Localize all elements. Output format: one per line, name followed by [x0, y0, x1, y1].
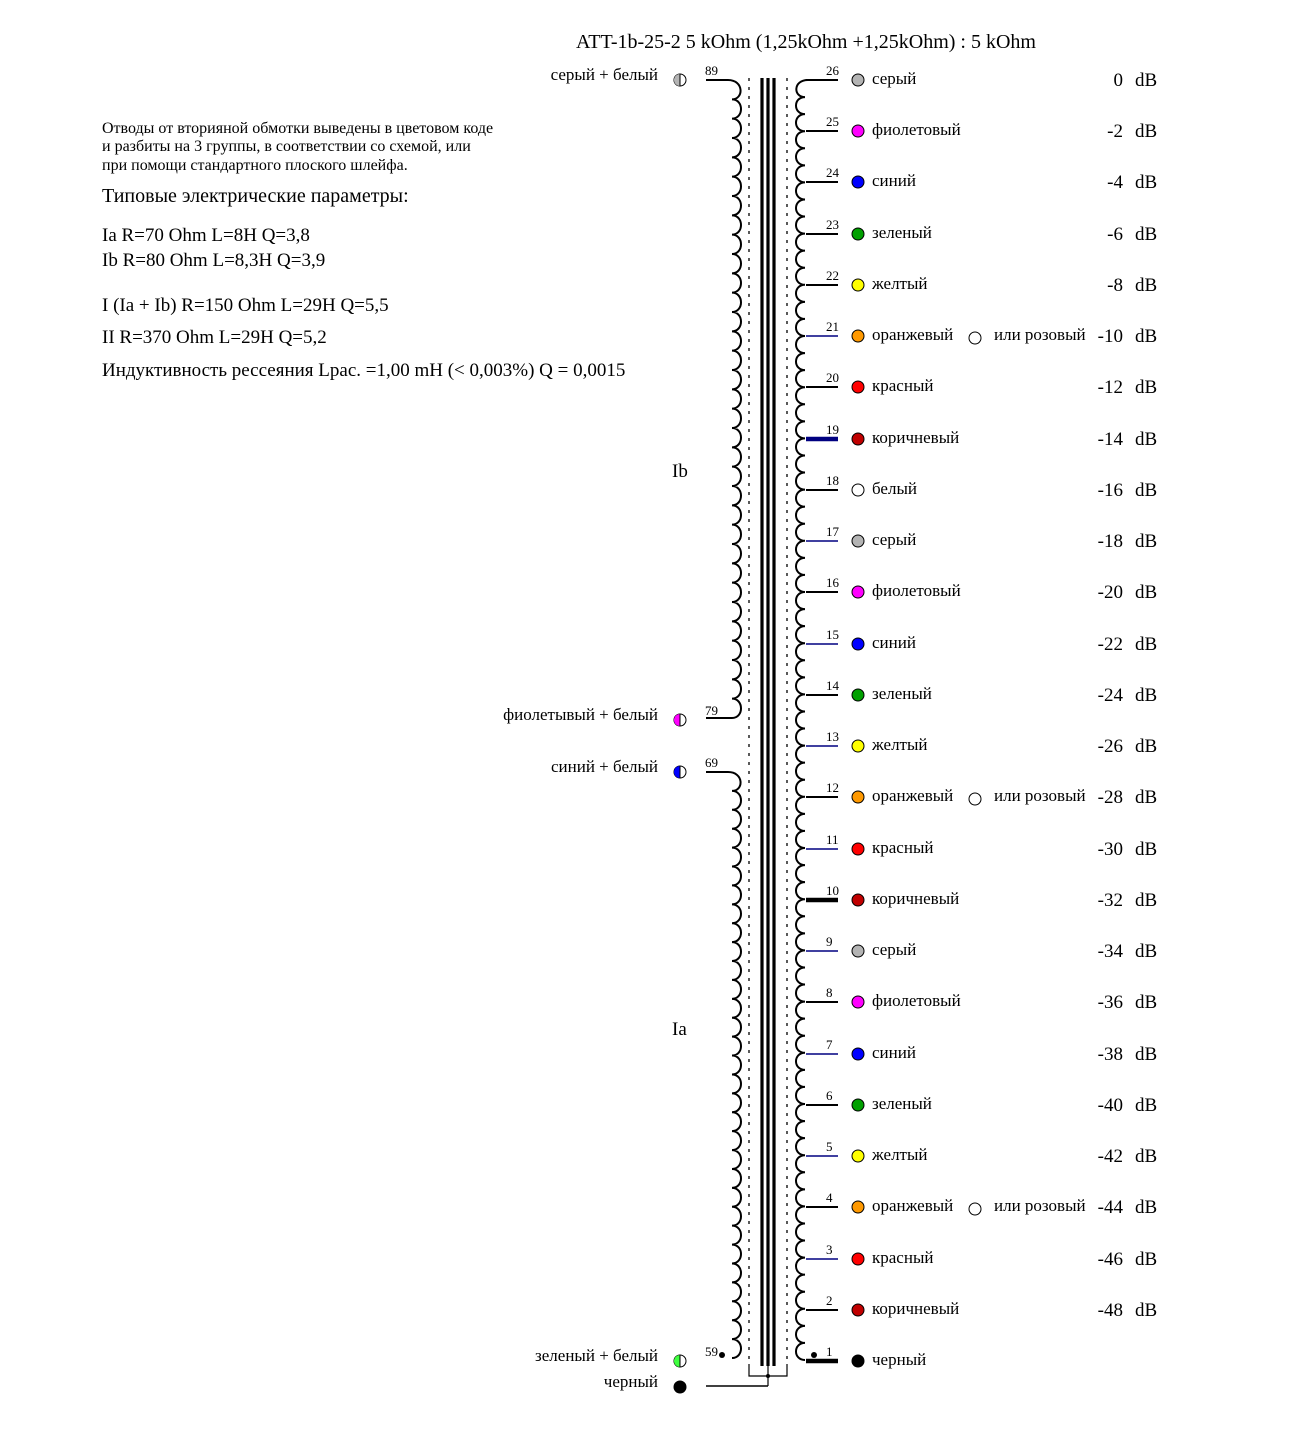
tap-color-label: оранжевый [872, 325, 954, 344]
attenuation-value: -22 [1097, 634, 1123, 655]
tap-color-label: черный [872, 1350, 927, 1369]
tap-color-label: фиолетывый + белый [503, 705, 658, 724]
wire-color-dot [852, 535, 864, 547]
secondary-tap-2 [806, 1293, 1157, 1321]
pin-number: 6 [826, 1088, 833, 1103]
attenuation-value: -6 [1107, 224, 1123, 245]
attenuation-unit: dB [1135, 839, 1158, 860]
primary-tap [535, 1344, 718, 1367]
tap-color-label: коричневый [872, 889, 960, 908]
attenuation-unit: dB [1135, 531, 1158, 552]
wire-color-dot [852, 176, 864, 188]
wire-color-dot [852, 228, 864, 240]
pin-number: 22 [826, 268, 839, 283]
secondary-tap-23 [806, 217, 1157, 245]
tap-color-label: коричневый [872, 428, 960, 447]
attenuation-value: -20 [1097, 582, 1123, 603]
param-winding-ia: Ia R=70 Ohm L=8H Q=3,8 [102, 225, 310, 246]
attenuation-value: -12 [1097, 377, 1123, 398]
wire-color-half [674, 1355, 680, 1367]
pin-number: 20 [826, 370, 839, 385]
wire-color-dot [852, 586, 864, 598]
attenuation-unit: dB [1135, 634, 1158, 655]
tap-color-label: белый [872, 479, 917, 498]
pin-number: 8 [826, 985, 833, 1000]
tap-color-label: серый + белый [550, 65, 658, 84]
attenuation-value: -10 [1097, 326, 1123, 347]
wire-color-dot [852, 74, 864, 86]
wire-color-dot [852, 894, 864, 906]
pin-number: 14 [826, 678, 839, 693]
attenuation-unit: dB [1135, 224, 1158, 245]
wire-color-half [674, 766, 680, 778]
tap-color-label: оранжевый [872, 1196, 954, 1215]
wire-color-dot [852, 996, 864, 1008]
wire-color-dot [852, 843, 864, 855]
attenuation-unit: dB [1135, 70, 1158, 91]
attenuation-value: -4 [1107, 172, 1123, 193]
pin-number: 26 [826, 63, 839, 78]
param-winding-ii: II R=370 Ohm L=29H Q=5,2 [102, 327, 327, 348]
wire-color-dot [852, 484, 864, 496]
pin-number: 19 [826, 422, 839, 437]
secondary-tap-20 [806, 370, 1157, 398]
wire-color-dot [852, 1355, 864, 1367]
wire-color-dot [852, 740, 864, 752]
wire-color-dot [852, 1253, 864, 1265]
pin-number: 15 [826, 627, 839, 642]
secondary-tap-10 [806, 883, 1157, 911]
primary-winding [706, 80, 768, 1386]
tap-color-label: синий + белый [551, 757, 658, 776]
attenuation-unit: dB [1135, 121, 1158, 142]
wire-color-dot [852, 1048, 864, 1060]
wire-color-dot [852, 945, 864, 957]
attenuation-unit: dB [1135, 787, 1158, 808]
attenuation-unit: dB [1135, 1044, 1158, 1065]
pin-number: 13 [826, 729, 839, 744]
attenuation-value: -38 [1097, 1044, 1123, 1065]
tap-color-label: серый [872, 940, 917, 959]
pin-number: 12 [826, 780, 839, 795]
tap-color-label: фиолетовый [872, 581, 961, 600]
wire-color-dot [852, 689, 864, 701]
secondary-tap-16 [806, 575, 1157, 603]
tap-color-label: фиолетовый [872, 120, 961, 139]
secondary-tap-1 [806, 1344, 926, 1369]
wire-color-dot [852, 125, 864, 137]
pin-number: 21 [826, 319, 839, 334]
phase-dot-secondary [811, 1352, 817, 1358]
pin-number: 10 [826, 883, 839, 898]
attenuation-unit: dB [1135, 1197, 1158, 1218]
wire-color-dot [852, 1099, 864, 1111]
attenuation-unit: dB [1135, 480, 1158, 501]
primary-tap [503, 703, 718, 726]
attenuation-value: -34 [1097, 941, 1123, 962]
secondary-tap-5 [806, 1139, 1157, 1167]
primary-taps [503, 63, 718, 1393]
secondary-tap-7 [806, 1037, 1157, 1065]
attenuation-unit: dB [1135, 582, 1158, 603]
attenuation-value: 0 [1113, 70, 1123, 91]
wire-color-dot [852, 433, 864, 445]
tap-color-label: фиолетовый [872, 991, 961, 1010]
tap-color-label: красный [872, 1248, 934, 1267]
attenuation-unit: dB [1135, 1249, 1158, 1270]
tap-color-label: зеленый [872, 684, 932, 703]
attenuation-unit: dB [1135, 326, 1158, 347]
secondary-tap-26 [806, 63, 1157, 91]
param-winding-i: I (Ia + Ib) R=150 Ohm L=29H Q=5,5 [102, 295, 389, 316]
tap-color-label: зеленый + белый [535, 1346, 658, 1365]
pin-number: 69 [705, 755, 718, 770]
alt-color-label: или розовый [994, 786, 1086, 805]
attenuation-unit: dB [1135, 1146, 1158, 1167]
attenuation-unit: dB [1135, 736, 1158, 757]
attenuation-unit: dB [1135, 172, 1158, 193]
alt-color-label: или розовый [994, 325, 1086, 344]
attenuation-value: -48 [1097, 1300, 1123, 1321]
secondary-tap-24 [806, 165, 1157, 193]
tap-color-label: серый [872, 69, 917, 88]
pin-number: 24 [826, 165, 839, 180]
alt-color-dot [969, 793, 981, 805]
wire-color-dot [852, 1201, 864, 1213]
wire-color-dot [852, 791, 864, 803]
tap-color-label: желтый [872, 274, 928, 293]
pin-number: 9 [826, 934, 833, 949]
tap-color-label: коричневый [872, 1299, 960, 1318]
attenuation-unit: dB [1135, 890, 1158, 911]
attenuation-unit: dB [1135, 685, 1158, 706]
wire-color-dot [852, 1304, 864, 1316]
secondary-tap-19 [806, 422, 1157, 450]
pin-number: 25 [826, 114, 839, 129]
attenuation-value: -44 [1097, 1197, 1123, 1218]
secondary-tap-22 [806, 268, 1157, 296]
pin-number: 59 [705, 1344, 718, 1359]
secondary-tap-4 [806, 1190, 1157, 1218]
alt-color-dot [969, 332, 981, 344]
wire-color-dot [852, 279, 864, 291]
pin-number: 23 [826, 217, 839, 232]
tap-color-label: красный [872, 838, 934, 857]
tap-color-label: синий [872, 171, 916, 190]
transformer-core [749, 78, 787, 1386]
secondary-tap-8 [806, 985, 1157, 1013]
attenuation-unit: dB [1135, 1300, 1158, 1321]
coil-ia [706, 772, 741, 1358]
wire-color-dot [852, 330, 864, 342]
pin-number: 11 [826, 832, 839, 847]
pin-number: 3 [826, 1242, 833, 1257]
tap-color-label: синий [872, 1043, 916, 1062]
attenuation-value: -42 [1097, 1146, 1123, 1167]
ground-junction [766, 1374, 770, 1378]
primary-tap [551, 63, 718, 86]
attenuation-unit: dB [1135, 1095, 1158, 1116]
pin-number: 79 [705, 703, 718, 718]
pin-number: 2 [826, 1293, 833, 1308]
secondary-tap-3 [806, 1242, 1157, 1270]
attenuation-value: -26 [1097, 736, 1123, 757]
pin-number: 16 [826, 575, 839, 590]
alt-color-label: или розовый [994, 1196, 1086, 1215]
coil-ib [706, 80, 741, 718]
secondary-tap-6 [806, 1088, 1157, 1116]
secondary-tap-13 [806, 729, 1157, 757]
tap-color-label: красный [872, 376, 934, 395]
wire-color-dot [852, 381, 864, 393]
attenuation-unit: dB [1135, 941, 1158, 962]
wire-color-half [674, 74, 680, 86]
param-winding-ib: Ib R=80 Ohm L=8,3H Q=3,9 [102, 250, 326, 271]
attenuation-value: -14 [1097, 429, 1123, 450]
tap-color-label: зеленый [872, 223, 932, 242]
attenuation-value: -30 [1097, 839, 1123, 860]
pin-number: 5 [826, 1139, 833, 1154]
attenuation-value: -32 [1097, 890, 1123, 911]
phase-dot-primary [719, 1352, 725, 1358]
attenuation-value: -2 [1107, 121, 1123, 142]
secondary-tap-9 [806, 934, 1157, 962]
secondary-taps [806, 63, 1157, 1369]
attenuation-value: -24 [1097, 685, 1123, 706]
attenuation-unit: dB [1135, 275, 1158, 296]
attenuation-value: -36 [1097, 992, 1123, 1013]
tap-color-label: зеленый [872, 1094, 932, 1113]
attenuation-value: -16 [1097, 480, 1123, 501]
wire-color-dot [674, 1381, 686, 1393]
attenuation-unit: dB [1135, 377, 1158, 398]
wiring-note: Отводы от вторияной обмотки выведены в цветовом коде и разбиты на 3 группы, в соответствии со схемой, или при помощи стандартного плоского шлейфа. [102, 120, 494, 174]
secondary-tap-21 [806, 319, 1157, 347]
attenuation-value: -18 [1097, 531, 1123, 552]
secondary-tap-25 [806, 114, 1157, 142]
secondary-tap-15 [806, 627, 1157, 655]
params-heading: Типовые электрические параметры: [102, 185, 409, 207]
tap-color-label: серый [872, 530, 917, 549]
attenuation-value: -8 [1107, 275, 1123, 296]
tap-color-label: желтый [872, 1145, 928, 1164]
tap-color-label: желтый [872, 735, 928, 754]
secondary-tap-12 [806, 780, 1157, 808]
tap-color-label: черный [603, 1372, 658, 1391]
diagram-title: ATT-1b-25-2 5 kOhm (1,25kOhm +1,25kOhm) : 5 kOhm [576, 31, 1036, 53]
attenuation-value: -46 [1097, 1249, 1123, 1270]
secondary-tap-17 [806, 524, 1157, 552]
winding-label-ia: Ia [672, 1019, 687, 1040]
attenuation-unit: dB [1135, 429, 1158, 450]
tap-color-label: синий [872, 633, 916, 652]
wire-color-half [674, 714, 680, 726]
primary-tap [604, 1372, 686, 1393]
pin-number: 1 [826, 1344, 833, 1359]
pin-number: 17 [826, 524, 839, 539]
secondary-tap-11 [806, 832, 1157, 860]
pin-number: 7 [826, 1037, 833, 1052]
alt-color-dot [969, 1203, 981, 1215]
pin-number: 4 [826, 1190, 833, 1205]
secondary-tap-18 [806, 473, 1157, 501]
wire-color-dot [852, 638, 864, 650]
attenuation-value: -40 [1097, 1095, 1123, 1116]
primary-tap [551, 755, 718, 778]
pin-number: 89 [705, 63, 718, 78]
param-leakage-inductance: Индуктивность рессеяния Lрас. =1,00 mH (< 0,003%) Q = 0,0015 [102, 360, 626, 381]
secondary-tap-14 [806, 678, 1157, 706]
attenuation-unit: dB [1135, 992, 1158, 1013]
tap-color-label: оранжевый [872, 786, 954, 805]
attenuation-value: -28 [1097, 787, 1123, 808]
winding-label-ib: Ib [672, 461, 688, 482]
wire-color-dot [852, 1150, 864, 1162]
pin-number: 18 [826, 473, 839, 488]
